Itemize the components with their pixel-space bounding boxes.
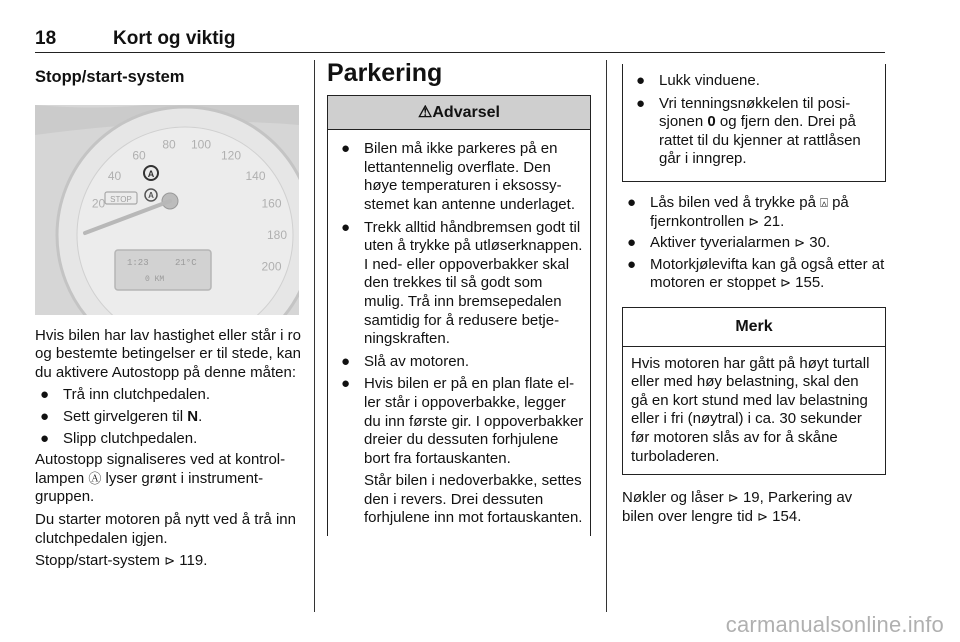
lock-button-icon: ⍓ bbox=[820, 194, 828, 210]
stop-start-intro: Hvis bilen har lav hastighet eller står i ro og bestemte betingelser er til stede, kan du aktivere Autostopp på denne måten: bbox=[35, 326, 301, 381]
warning-continuation: Står bilen i nedoverbakke, settes den i revers. Drei dessuten forhjulene inn mot fortauskanten. bbox=[364, 472, 583, 527]
column-divider-right bbox=[606, 60, 607, 612]
note-body: Hvis motoren har gått på høyt turtall eller med høy belastning, skal den gå en kort stund med lav belastning eller i fri (nøytral) i ca. 30 sekunder før motoren slås av for å skåne turboladeren. bbox=[631, 354, 870, 465]
related-references: Nøkler og låser ⊳ 19, Parkering av bilen over lengre tid ⊳ 154. bbox=[622, 489, 853, 525]
left-column bbox=[35, 60, 301, 571]
page-ref-arrow-icon: ⊳ bbox=[757, 508, 768, 524]
warning-triangle-icon: ⚠ bbox=[418, 103, 433, 121]
speed-tick-label: 80 bbox=[162, 136, 176, 151]
info-display bbox=[115, 250, 211, 290]
chapter-title: Kort og viktig bbox=[113, 28, 236, 49]
svg-text:A: A bbox=[147, 168, 155, 179]
watermark: carmanualsonline.info bbox=[725, 612, 944, 637]
autostop-signal-text: Autostopp signaliseres ved at kontrollampen Ⓐ lyser grønt i instrumentgruppen. bbox=[35, 451, 286, 506]
warning-item: ● Trekk alltid håndbremsen godt til uten å trykke på utløserknappen. I ned- eller oppoverbakker skal den trekkes til så godt som mulig. Trå inn bremsepedalen samtidig for å redusere betjeningskraften. bbox=[341, 218, 583, 348]
svg-text:1:23: 1:23 bbox=[127, 257, 149, 268]
step-1: ● Trå inn clutchpedalen. bbox=[40, 386, 211, 404]
page-ref-arrow-icon: ⊳ bbox=[780, 275, 791, 291]
speed-tick-label: 120 bbox=[220, 147, 242, 162]
step-2: ● Sett girvelgeren til N. bbox=[40, 407, 203, 425]
warning-header bbox=[328, 96, 590, 131]
section-title-stop-start: Stopp/start-system bbox=[35, 68, 185, 86]
page-ref-arrow-icon: ⊳ bbox=[748, 213, 760, 229]
speed-tick-label: 100 bbox=[190, 136, 212, 151]
warning-title: Advarsel bbox=[432, 103, 500, 121]
parking-step: ● Lås bilen ved å trykke på ⍓ på fjernkontrollen ⊳ 21. bbox=[627, 193, 849, 230]
warning-item: ● Vri tenningsnøkkelen til posisjonen 0 og fjern den. Drei på rattet til du kjenner at rattlåsen går i inngrep. bbox=[636, 94, 861, 168]
speed-tick-label: 180 bbox=[266, 227, 288, 242]
step-3: ● Slipp clutchpedalen. bbox=[40, 429, 198, 447]
speed-tick-label: 140 bbox=[245, 168, 266, 183]
warning-item: ● Bilen må ikke parkeres på en lettantennelig overflate. Den høye temperaturen i eksossystemet kan antenne underlaget. bbox=[341, 140, 575, 213]
page-header bbox=[35, 28, 885, 53]
speed-tick-label: 20 bbox=[91, 196, 106, 211]
note-box bbox=[622, 307, 886, 475]
warning-item: ● Slå av motoren. bbox=[341, 352, 470, 370]
page-ref-arrow-icon: ⊳ bbox=[794, 235, 806, 251]
column-divider-left bbox=[314, 60, 315, 612]
restart-text: Du starter motoren på nytt ved å trå inn clutchpedalen igjen. bbox=[35, 510, 296, 547]
warning-item: ● Lukk vinduene. bbox=[636, 72, 760, 89]
stop-start-reference: Stopp/start-system ⊳ 119. bbox=[35, 552, 208, 570]
right-column bbox=[622, 60, 886, 526]
speed-tick-label: 160 bbox=[261, 196, 282, 211]
warning-box-continued bbox=[622, 64, 886, 182]
page-ref-arrow-icon: ⊳ bbox=[164, 553, 176, 569]
parking-step: ● Aktiver tyverialarmen ⊳ 30. bbox=[627, 234, 831, 252]
warning-box bbox=[327, 95, 591, 536]
svg-text:21°C: 21°C bbox=[175, 257, 197, 268]
warning-item: ● Hvis bilen er på en plan flate eller står i oppoverbakke, legger du inn første gir. I oppoverbakker dreier du dessuten forhjulene bort fra fortauskanten. bbox=[341, 375, 584, 467]
svg-text:0 KM: 0 KM bbox=[145, 274, 165, 284]
speed-tick-label: 60 bbox=[132, 147, 146, 162]
stop-label: STOP bbox=[110, 194, 132, 204]
speed-tick-label: 40 bbox=[107, 168, 122, 183]
middle-column bbox=[327, 60, 591, 536]
autostop-lamp-icon-inline: Ⓐ bbox=[88, 470, 102, 486]
note-title: Merk bbox=[623, 308, 885, 347]
warning-body bbox=[328, 130, 590, 536]
page-ref-arrow-icon: ⊳ bbox=[727, 490, 739, 506]
page-number: 18 bbox=[35, 28, 57, 49]
instrument-cluster-figure bbox=[35, 105, 299, 315]
parking-step: ● Motorkjølevifta kan gå også etter at motoren er stoppet ⊳ 155. bbox=[627, 255, 885, 292]
speed-tick-label: 200 bbox=[261, 259, 282, 274]
section-title-parking: Parkering bbox=[327, 59, 443, 87]
parking-steps bbox=[622, 194, 886, 293]
svg-text:A: A bbox=[148, 190, 154, 200]
autostop-steps bbox=[35, 386, 301, 448]
speedometer-illustration bbox=[35, 105, 299, 315]
